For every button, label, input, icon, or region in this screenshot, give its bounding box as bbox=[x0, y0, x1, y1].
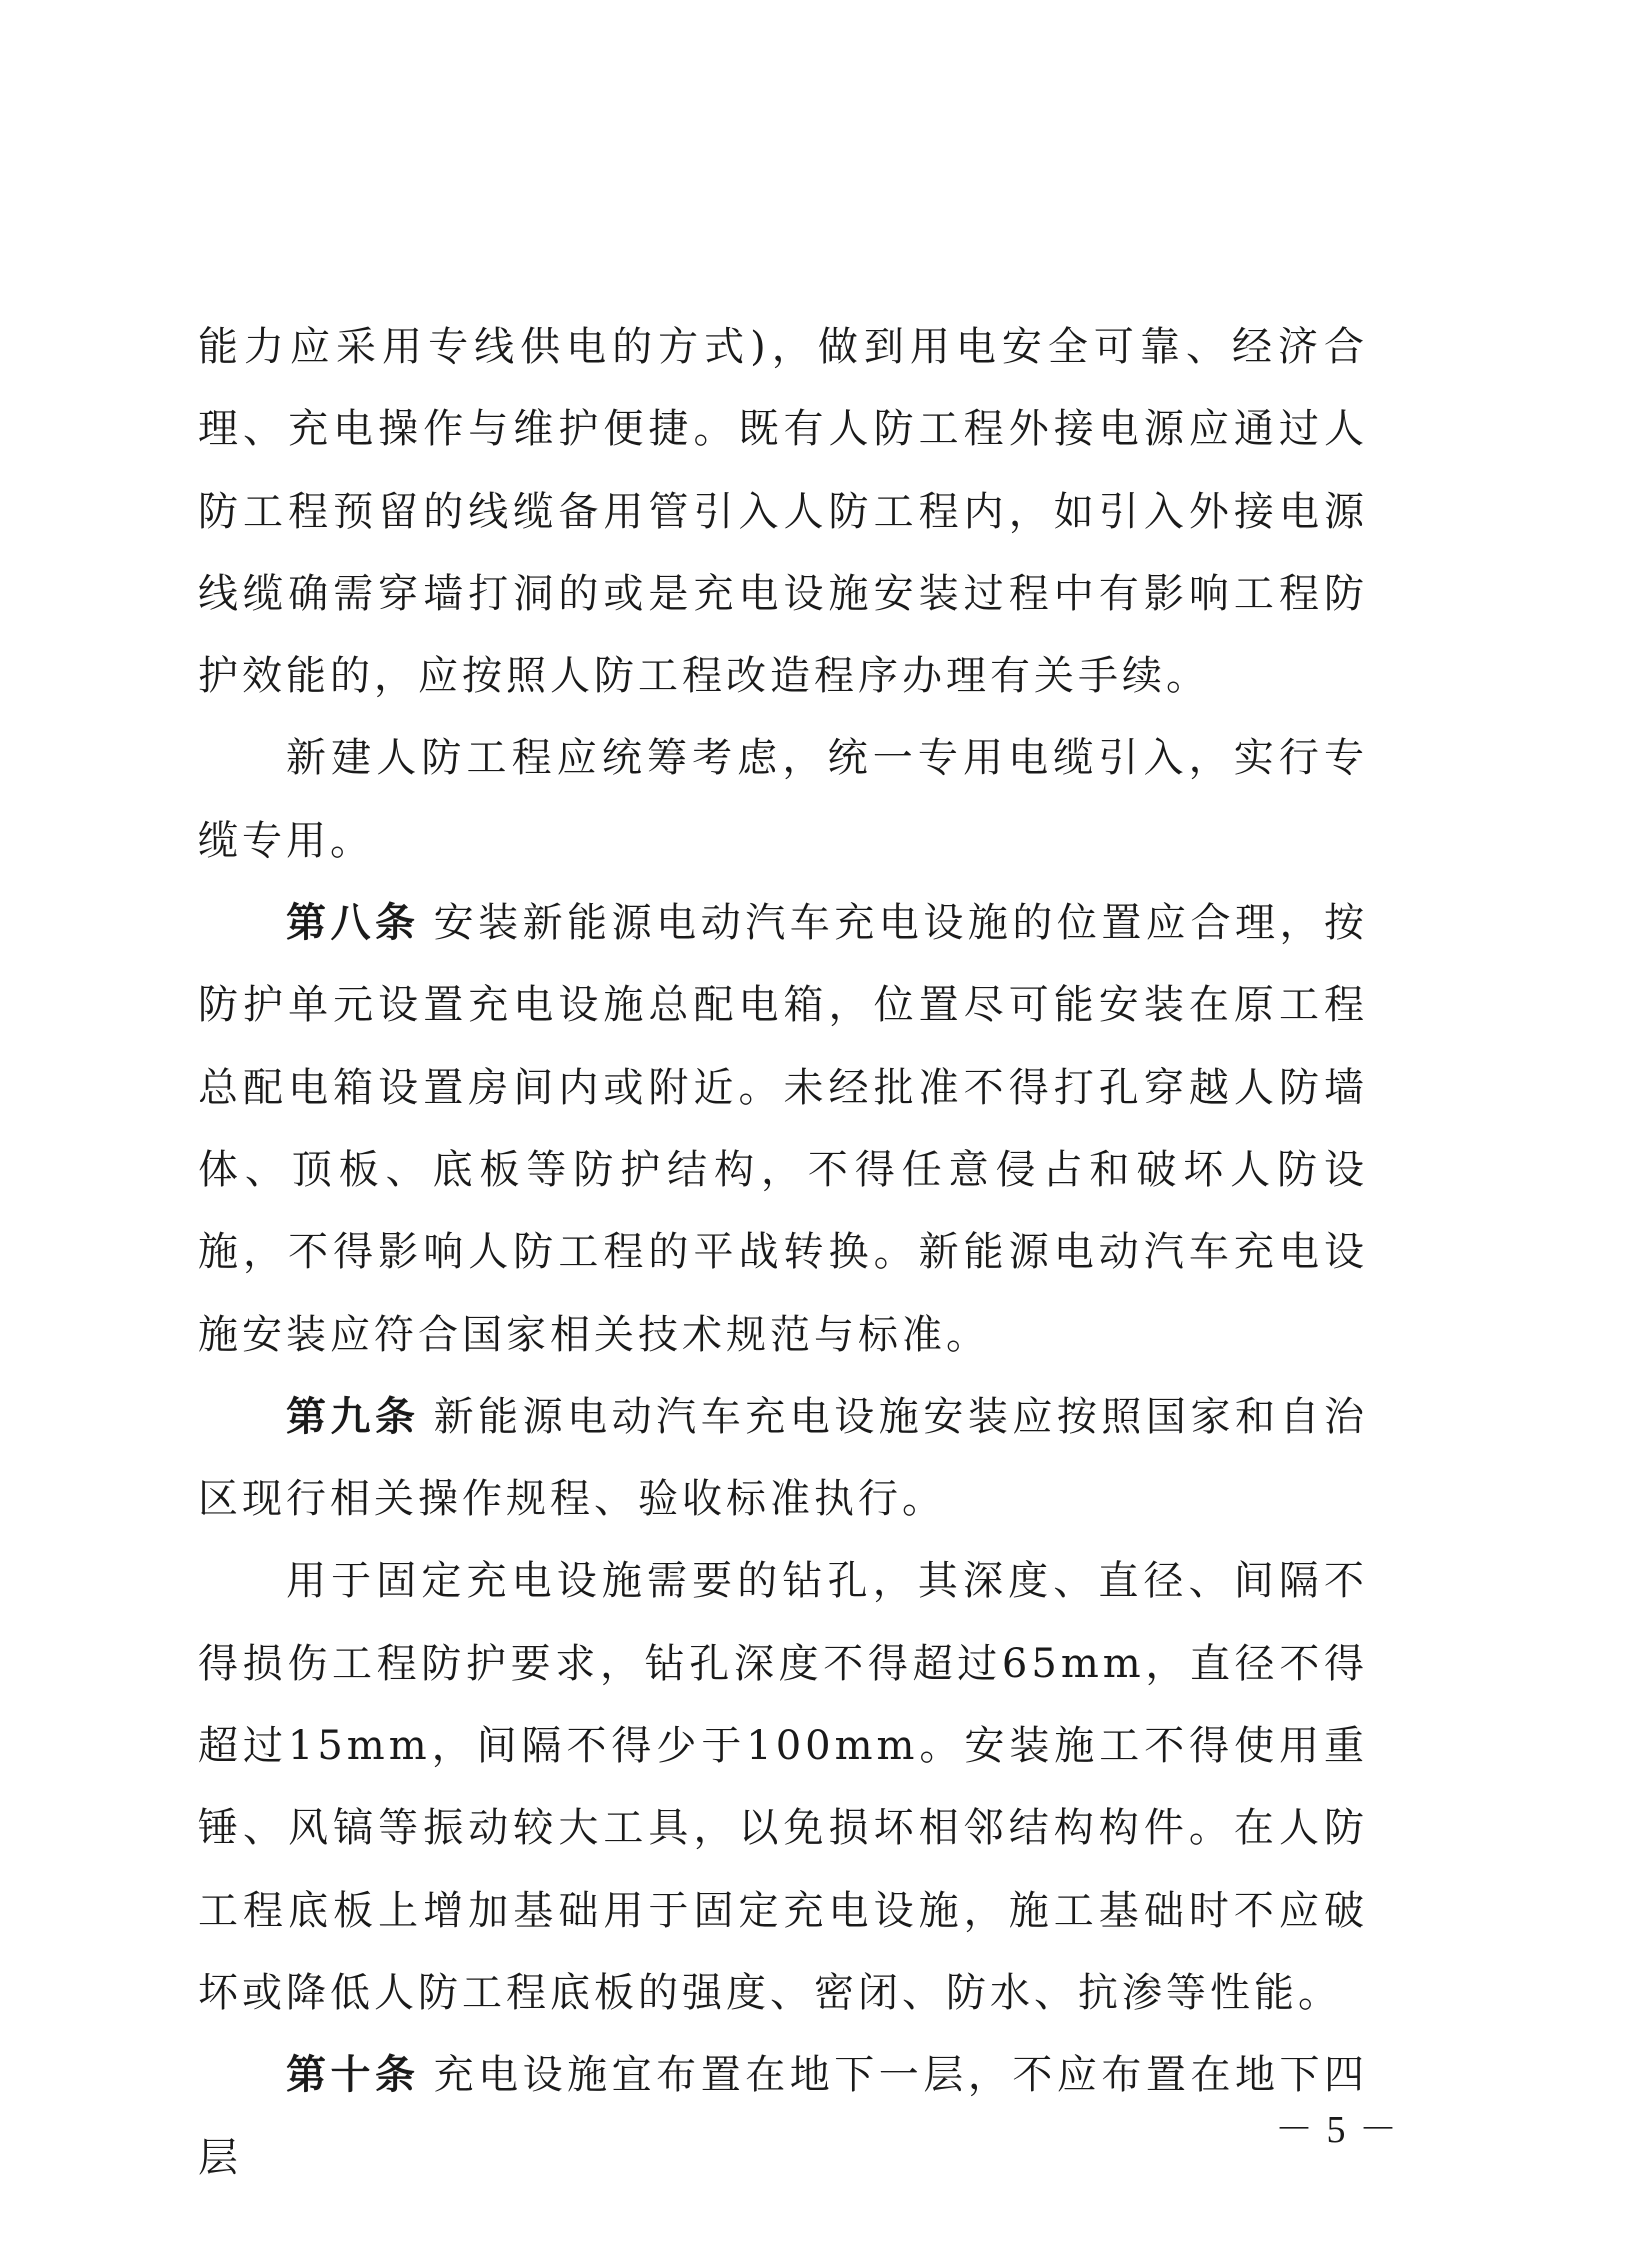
paragraph-new-construction bbox=[198, 717, 1368, 882]
paragraph-text: 新建人防工程应统筹考虑，统一专用电缆引入，实行专缆专用。 bbox=[198, 735, 1368, 864]
article-label: 第九条 bbox=[286, 1393, 420, 1440]
paragraph-drilling-requirements bbox=[198, 1540, 1368, 2034]
article-label: 第八条 bbox=[286, 900, 420, 947]
paragraph-text: 新能源电动汽车充电设施安装应按照国家和自治区现行相关操作规程、验收标准执行。 bbox=[198, 1393, 1369, 1523]
paragraph-text: 安装新能源电动汽车充电设施的位置应合理，按防护单元设置充电设施总配电箱，位置尽可能安装在原工程总配电箱设置房间内或附近。未经批准不得打孔穿越人防墙体、顶板、底板等防护结构，不得任意侵占和破坏人防设施，不得影响人防工程的平战转换。新能源电动汽车充电设施安装应符合国家相关技术规范与标准。 bbox=[198, 900, 1369, 1358]
article-label: 第十条 bbox=[286, 2052, 420, 2099]
paragraph-power-supply bbox=[198, 306, 1368, 717]
article-8 bbox=[198, 882, 1368, 1376]
article-10 bbox=[198, 2034, 1368, 2199]
article-9 bbox=[198, 1376, 1368, 1541]
paragraph-text: 充电设施宜布置在地下一层，不应布置在地下四层 bbox=[198, 2052, 1369, 2181]
paragraph-text: 能力应采用专线供电的方式)，做到用电安全可靠、经济合理、充电操作与维护便捷。既有人防工程外接电源应通过人防工程预留的线缆备用管引入人防工程内，如引入外接电源线缆确需穿墙打洞的或是充电设施安装过程中有影响工程防护效能的，应按照人防工程改造程序办理有关手续。 bbox=[198, 324, 1368, 700]
page-number: － 5 － bbox=[1275, 2109, 1400, 2151]
paragraph-text: 用于固定充电设施需要的钻孔，其深度、直径、间隔不得损伤工程防护要求，钻孔深度不得超过65mm，直径不得超过15mm，间隔不得少于100mm。安装施工不得使用重锤、风镐等振动较大工具，以免损坏相邻结构构件。在人防工程底板上增加基础用于固定充电设施，施工基础时不应破坏或降低人防工程底板的强度、密闭、防水、抗渗等性能。 bbox=[198, 1558, 1368, 2016]
document-body bbox=[198, 306, 1368, 2199]
